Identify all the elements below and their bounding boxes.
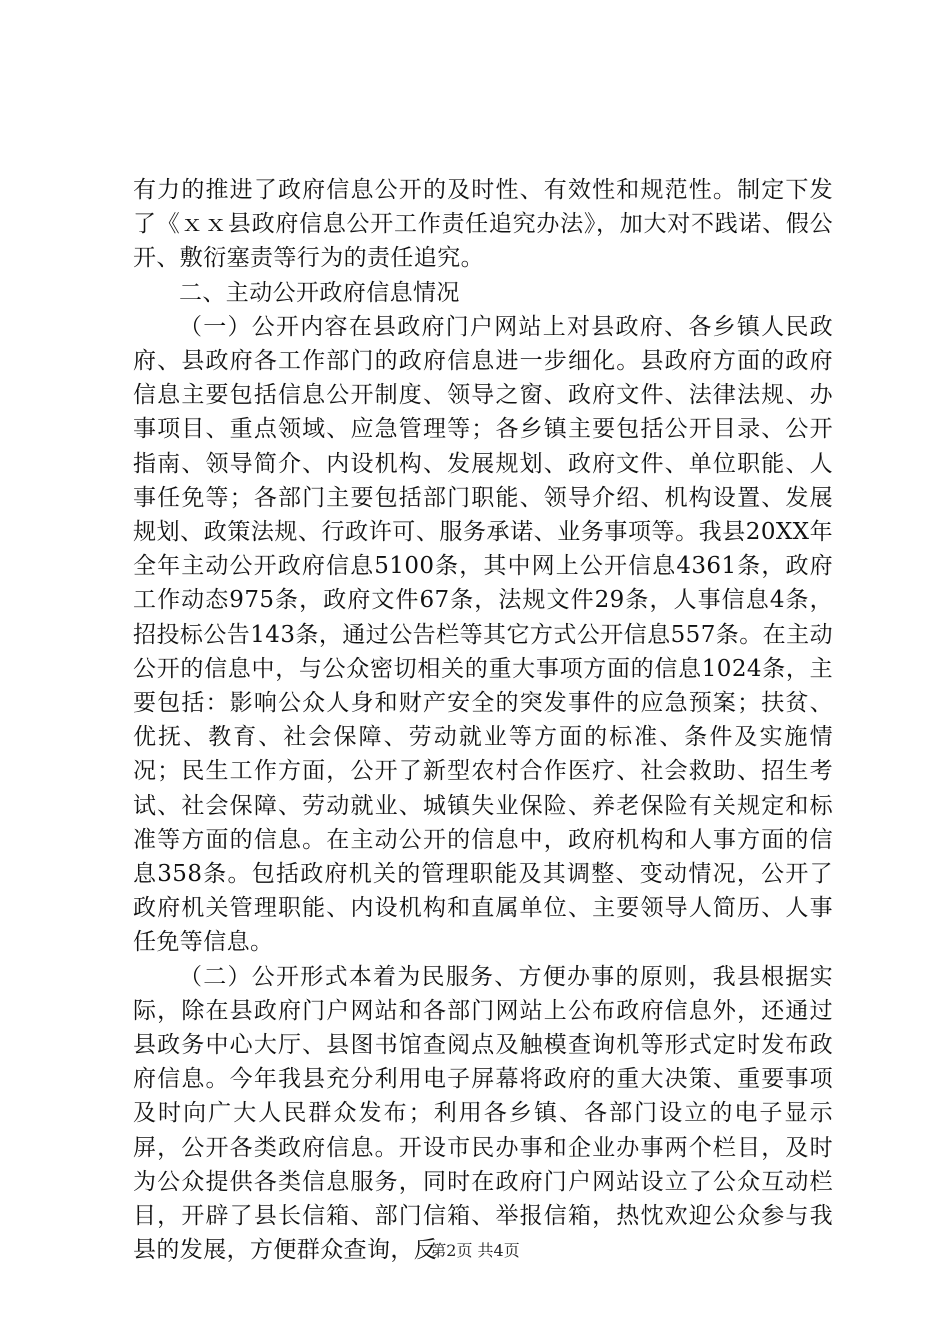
section-heading: 二、主动公开政府信息情况 [179,279,460,306]
page-number-label: 第2页 共4页 [430,1241,520,1260]
document-body [133,173,833,1268]
paragraph-public-content: （一）公开内容在县政府门户网站上对县政府、各乡镇人民政府、县政府各工作部门的政府信息进一步细化。县政府方面的政府信息主要包括信息公开制度、领导之窗、政府文件、法律法规、办事项目、重点领域、应急管理等；各乡镇主要包括公开目录、公开指南、领导简介、内设机构、发展规划、政府文件、单位职能、人事任免等；各部门主要包括部门职能、领导介绍、机构设置、发展规划、政策法规、行政许可、服务承诺、业务事项等。我县20XX年全年主动公开政府信息5100条，其中网上公开信息4361条，政府工作动态975条，政府文件67条，法规文件29条，人事信息4条，招投标公告143条，通过公告栏等其它方式公开信息557条。在主动公开的信息中，与公众密切相关的重大事项方面的信息1024条，主要包括：影响公众人身和财产安全的突发事件的应急预案；扶贫、优抚、教育、社会保障、劳动就业等方面的标准、条件及实施情况；民生工作方面，公开了新型农村合作医疗、社会救助、招生考试、社会保障、劳动就业、城镇失业保险、养老保险有关规定和标准等方面的信息。在主动公开的信息中，政府机构和人事方面的信息358条。包括政府机关的管理职能及其调整、变动情况，公开了政府机关管理职能、内设机构和直属单位、主要领导人简历、人事任免等信息。 [133,313,833,956]
paragraph-continuation: 有力的推进了政府信息公开的及时性、有效性和规范性。制定下发了《ｘｘ县政府信息公开工作责任追究办法》，加大对不践诺、假公开、敷衍塞责等行为的责任追究。 [133,177,833,272]
page-footer [0,1241,950,1261]
paragraph-public-form: （二）公开形式本着为民服务、方便办事的原则，我县根据实际，除在县政府门户网站和各部门网站上公布政府信息外，还通过县政务中心大厅、县图书馆查阅点及触模查询机等形式定时发布政府信息。今年我县充分利用电子屏幕将政府的重大决策、重要事项及时向广大人民群众发布；利用各乡镇、各部门设立的电子显示屏，公开各类政府信息。开设市民办事和企业办事两个栏目，及时为公众提供各类信息服务，同时在政府门户网站设立了公众互动栏目，开辟了县长信箱、部门信箱、举报信箱，热忱欢迎公众参与我县的发展，方便群众查询，反 [133,963,833,1264]
